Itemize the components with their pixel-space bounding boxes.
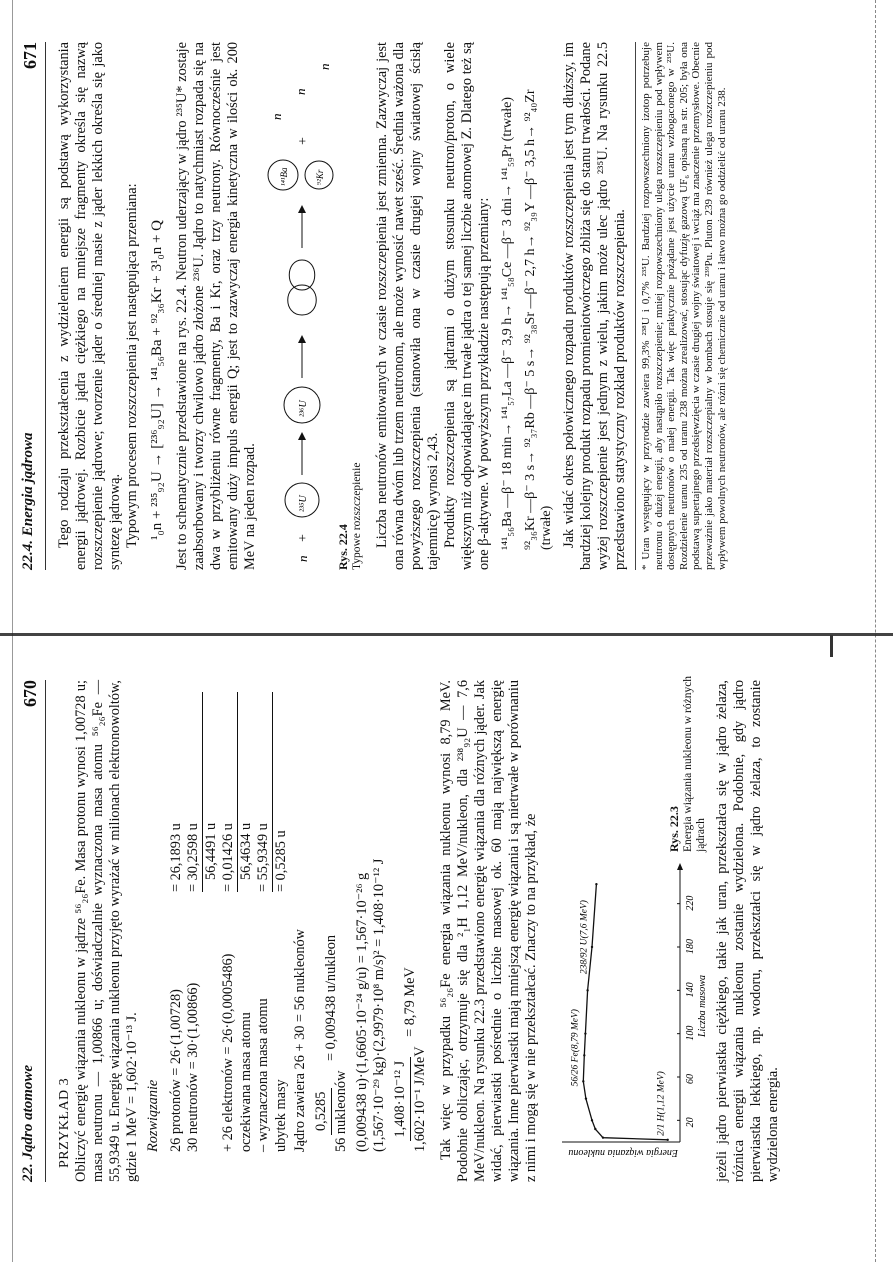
calc-right-6: = 0,5285 u: [273, 830, 289, 892]
right-paragraph-2: Typowym procesem rozszczepienia jest następująca przemiana:: [124, 183, 140, 548]
diag-neutron-out-3: n: [317, 63, 332, 70]
left-paragraph-1: Tak więc w przypadku ⁵⁶₂₆Fe energia wiązania nukleonu wynosi 8,79 MeV. Podobnie obliczając, otrzymuje się dla ²₁H 1,12 MeV/nukleon, dla ²³⁸₉₂U — 7,6 MeV/nukleon. Na rysunku 22.3 przedstawiono energię wiązania dla różnych jąder. Jak widać, pierwiastki pośrednie o liczbie masowej ok. 60 mają największą energię wiązania. Inne pierwiastki mają mniejszą energię wiązania i są nietrwałe w porównaniu z nimi i mogą się w nie przekształcać. Znaczy to na przykład, że: [438, 680, 539, 1182]
calc-right-4: 56,4634 u: [238, 822, 254, 880]
fission-equation: ¹₀n + ²³⁵₉₂U → [²³⁶₉₂U] → ¹⁴¹₅₆Ba + ⁹²₃₆Kr + 3¹₀n + Q: [149, 219, 165, 540]
right-paragraph-3: Jest to schematycznie przedstawione na rys. 22.4. Neutron uderzający w jądro ²³⁵U* zostaje zaabsorbowany i tworzy chwilowo jądro złożone ²³⁶U. Jądro to natychmiast rozpada się na dwa w przybliżeniu równe fragmenty, Ba i Kr, oraz trzy neutrony. Równocześnie jest emitowany duży impuls energii Q; jest to zazwyczaj energia kinetyczna w ilości ok. 200 MeV na jeden rozpad.: [174, 42, 258, 570]
diag-plus-2: +: [296, 137, 311, 145]
data-point: [582, 1080, 584, 1082]
x-tick-label: 20: [685, 1117, 696, 1128]
data-point: [591, 1119, 593, 1121]
fission-diagram: [265, 42, 335, 570]
diag-ba-label: ¹⁴¹Ba: [279, 167, 289, 186]
x-tick-label: 100: [685, 1025, 696, 1041]
calc-right-0: = 26,1893 u: [168, 823, 184, 892]
x-axis-arrow: [677, 863, 683, 870]
chart-annotation: 2/1 H(1,12 MeV): [656, 1071, 667, 1136]
data-point: [591, 946, 593, 948]
fission-figure-caption-text: Typowe rozszczepienie: [351, 462, 363, 570]
left-page: [0, 632, 893, 1262]
frac2-denominator: 1,602·10⁻¹ J/MeV: [412, 1046, 428, 1152]
mass-calculation: [168, 680, 290, 1152]
calc-left-1: 30 neutronów = 30·(1,00866): [185, 982, 201, 1152]
calc-left-6: ubytek masy: [273, 1079, 289, 1152]
decay-chain-kr: ⁹²₃₆Kr —β⁻ 3 s→ ⁹²₃₇Rb —β⁻ 5 s→ ⁹²₃₈Sr —β⁻ 2,7 h→ ⁹²₃₉Y —β⁻ 3,5 h→ ⁹²₄₀Zr (trwałe): [523, 89, 554, 550]
diag-u236-label: ²³⁶U: [298, 400, 309, 417]
fission-diagram-svg: [265, 50, 335, 570]
calc-left-3: + 26 elektronów = 26·(0,0005486): [220, 953, 236, 1152]
y-axis-label: Energia wiązania nukleonu: [568, 1147, 678, 1158]
data-point: [595, 883, 597, 885]
arrow-2-head: [298, 335, 306, 343]
calc-line-2: (0,009438 u)·(1,6605·10⁻²⁴ g/u) = 1,567·10⁻²⁶ g: [354, 872, 370, 1152]
data-point: [583, 1054, 585, 1056]
calc-left-2: [203, 902, 220, 1152]
deformed-nucleus: [288, 260, 317, 315]
diag-kr-label: ⁹²Kr: [315, 169, 325, 185]
x-tick-label: 180: [685, 939, 696, 954]
calc-right-3: = 0,01426 u: [220, 692, 238, 892]
figure-caption: [668, 652, 708, 852]
right-paragraph-1: Tego rodzaju przekształcenia z wydzieleniem energii są podstawą wykorzystania energii jądrowej. Rozbicie jądra ciężkiego na mniejsze fragmenty określa się nazwą rozszczepienie jądrowe; tworzenie jąder o średniej masie z jąder lekkich określa się jako syntezę jądrową.: [56, 42, 123, 570]
fission-figure-caption: [337, 42, 364, 570]
frac1-result: = 0,009438 u/nukleon: [322, 935, 339, 1062]
chart-annotation: 238/92 U(7,6 MeV): [579, 900, 590, 975]
binding-energy-figure: [550, 675, 710, 1182]
calc-left-4: oczekiwana masa atomu: [238, 1012, 254, 1152]
diag-neutron-out-1: n: [269, 113, 284, 120]
right-running-head: [20, 42, 46, 570]
data-point: [666, 1139, 668, 1141]
fission-figure-label: Rys. 22.4: [336, 524, 350, 570]
example-text: Obliczyć energię wiązania nukleonu w jądrze ⁵⁶₂₆Fe. Masa protonu wynosi 1,00728 u; masa neutronu — 1,00866 u; doświadczalnie wyznaczona masa atomu ⁵⁶₂₆Fe — 55,9349 u. Energię wiązania nukleonu przyjęto wyrażać w milionach elektronowoltów, gdzie 1 MeV = 1,602·10⁻¹³ J.: [73, 680, 140, 1182]
calc-right-2: 56,4491 u: [203, 822, 219, 880]
right-paragraph-4: Liczba neutronów emitowanych w czasie rozszczepienia jest zmienna. Zazwyczaj jest ona równa dwóm lub trzem neutronom, ale może wynosić nawet sześć. Średnia ważona dla powyższego rozszczepienia (stanowiła ona w czasie drugiej wojny światowej ścisłą tajemnicę) wynosi 2,43.: [374, 42, 441, 570]
calc-right-5: = 55,9349 u: [255, 692, 273, 892]
frac1-denominator: 56 nukleonów: [333, 1070, 349, 1152]
diag-neutron-out-2: n: [293, 88, 308, 95]
left-running-head: [20, 680, 46, 1182]
arrow-1-head: [298, 432, 306, 440]
right-page: [0, 0, 893, 630]
nucleons-line: Jądro zawiera 26 + 30 = 56 nukleonów: [292, 929, 308, 1152]
example-heading: PRZYKŁAD 3: [57, 1077, 72, 1168]
right-running-title: 22.4. Energia jądrowa: [20, 432, 36, 570]
left-page-number: 670: [20, 680, 40, 707]
calc-left-5: – wyznaczona masa atomu: [255, 998, 271, 1152]
chart-annotation: 56/26 Fe(8,79 MeV): [570, 1009, 581, 1087]
left-running-title: 22. Jądro atomowe: [20, 1064, 36, 1182]
fraction-1: [312, 680, 351, 1152]
x-axis-label: Liczba masowa: [697, 975, 708, 1037]
x-tick-label: 220: [685, 895, 696, 911]
figure-label: Rys. 22.3: [667, 806, 681, 852]
calc-right-1: = 30,2598 u: [185, 692, 203, 892]
frac2-result: = 8,79 MeV: [401, 967, 418, 1037]
solution-label: Rozwiązanie: [145, 1079, 161, 1152]
x-tick-label: 60: [685, 1074, 696, 1084]
x-tick-label: 140: [685, 982, 696, 998]
data-point: [584, 1032, 586, 1034]
right-paragraph-5: Produkty rozszczepienia są jądrami o dużym stosunku neutron/proton, o wiele większym niż odpowiadające im trwałe jądra o tej samej liczbie atomowej Z. Dlatego też są one β-aktywne. W powyższym przykładzie następują przemiany:: [442, 42, 492, 570]
arrow-3-head: [298, 205, 306, 213]
decay-chain-ba: ¹⁴¹₅₆Ba —β⁻ 18 min→ ¹⁴¹₅₇La —β⁻ 3,9 h→ ¹⁴¹₅₈Ce —β⁻ 3 dni→ ¹⁴¹₅₉Pr (trwałe): [500, 97, 515, 550]
data-point: [594, 1128, 596, 1130]
calc-left-0: 26 protonów = 26·(1,00728): [168, 989, 184, 1152]
frac2-numerator: 1,408·10⁻¹² J: [391, 1057, 411, 1141]
left-paragraph-2: jeżeli jądro pierwiastka ciężkiego, takie jak uran, przekształca się w jądro żelaza, różnica energii wiązania nukleonu zostanie wydzielona. Podobnie, gdy jądro pierwiastka lekkiego, np. wodoru, przekształci się w jądro żelaza, to zostanie wydzielona energia.: [714, 680, 781, 1182]
data-point: [602, 1136, 604, 1138]
right-page-number: 671: [20, 42, 40, 69]
calc-line-3: (1,567·10⁻²⁹ kg)·(2,9979·10⁸ m/s)² = 1,408·10⁻¹² J: [371, 858, 387, 1152]
binding-energy-curve: [583, 884, 667, 1140]
figure-caption-text: Energia wiązania nukleonu w różnych jądrach: [682, 675, 707, 852]
diag-u235-label: ²³⁵U: [298, 495, 309, 512]
diag-plus-1: +: [296, 534, 311, 542]
data-point: [585, 1097, 587, 1099]
frac1-numerator: 0,5285: [312, 1088, 332, 1135]
data-point: [586, 989, 588, 991]
right-paragraph-6: Jak widać okres połowicznego rozpadu produktów rozszczepienia jest tym dłuższy, im bardziej kolejny produkt rozpadu promieniotwórczego zbliża się do stanu trwałości. Podane wyżej rozszczepienie jest jednym z wielu, jakim może ulec jądro ²³⁵U. Na rysunku 22.5 przedstawiono statystyczny rozkład produktów rozszczepienia.: [561, 42, 628, 570]
diag-neutron-in: n: [295, 555, 310, 562]
footnote: * Uran występujący w przyrodzie zawiera 99,3% ²³⁸U i 0,7% ²³⁵U. Bardziej rozpowszechniony izotop potrzebuje neutronu o dużej energii, aby nastąpiło rozszczepienie; mniej rozpowszechniony ulega rozszczepieniu pod wpływem dostępnych neutronów o małej energii. Tak więc praktycznie pożądane jest użycie uranu wzbogaconego w ²³⁵U. Rozdzielenie uranu 235 od uranu 238 można zrealizować, stosując dyfuzję gazową UF₆ opisaną na str. 205; była ona podstawą supertajnego przedsięwzięcia w czasie drugiej wojny światowej i wciąż ma znaczenie przemysłowe. Obecnie przeważnie jako materiał rozszczepialny w bombach stosuje się ²³⁹Pu. Pluton 239 również ulega rozszczepieniu pod wpływem powolnych neutronów, ale różni się chemicznie od uranu i łatwo można go oddzielić od uranu 238.: [635, 42, 728, 570]
fraction-2: [391, 680, 430, 1152]
